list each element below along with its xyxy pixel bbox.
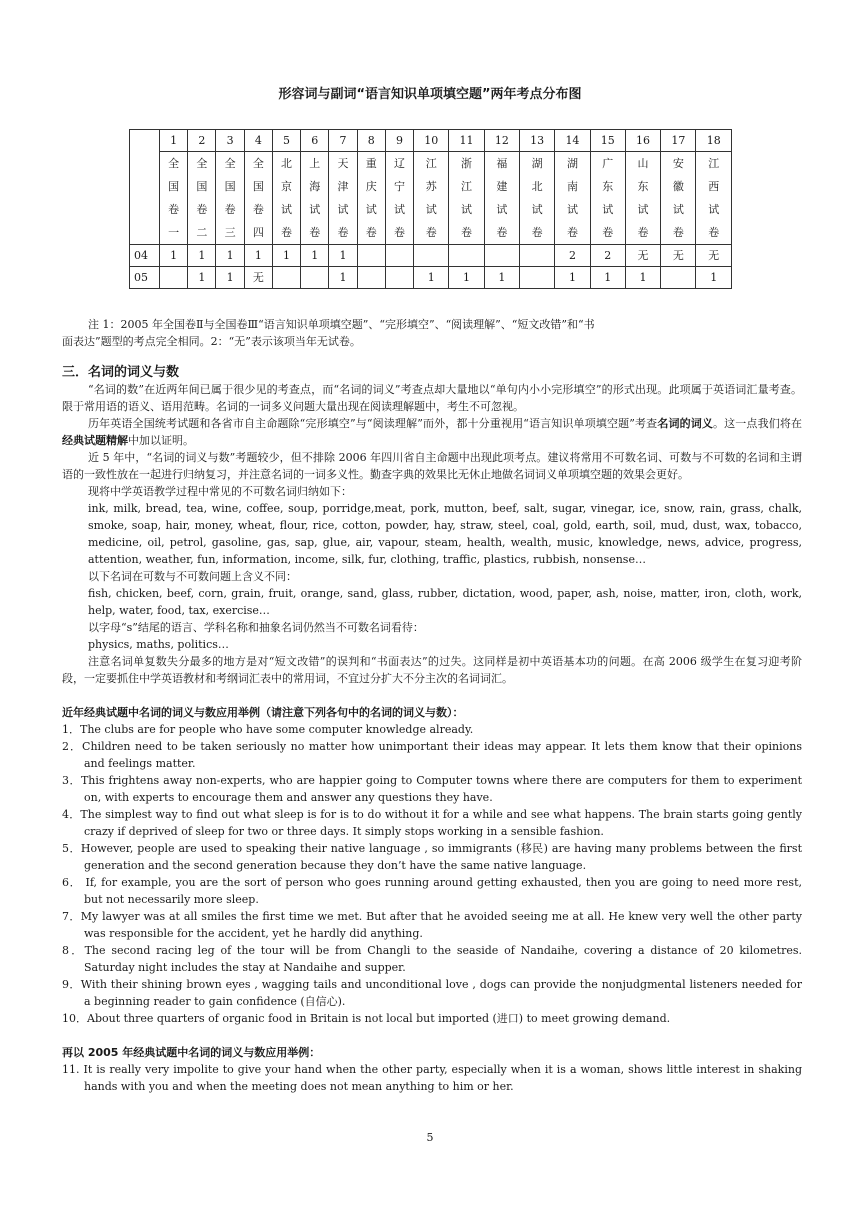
paper-char: 试 [602,203,614,216]
table-data-cell: 1 [625,267,660,289]
paper-char: 试 [425,203,437,216]
table-data-cell: 无 [625,245,660,267]
paper-char: 试 [281,203,293,216]
table-data-cell [449,245,484,267]
paper-char: 安 [672,157,684,170]
paper-char: 卷 [637,226,649,239]
table-paper-cell [301,152,329,245]
paper-char: 二 [196,226,208,239]
table-data-cell: 1 [329,245,357,267]
paper-char: 试 [309,203,321,216]
paper-char: 湖 [566,157,578,170]
paper-char: 试 [531,203,543,216]
paper-char: 辽 [393,157,405,170]
table-data-cell [484,245,519,267]
table-data-cell [520,267,555,289]
table-paper-row [130,152,732,245]
paper-char: 卷 [393,226,405,239]
table-data-cell: 1 [484,267,519,289]
paper-char: 北 [281,157,293,170]
paper-char: 宁 [393,180,405,193]
paper-char: 卷 [281,226,293,239]
paper-char: 建 [496,180,508,193]
paper-char: 天 [337,157,349,170]
paper-char: 卷 [672,226,684,239]
table-number-cell: 4 [244,130,272,152]
example-sentence: 6． If, for example, you are the sort of person who goes running around getting exhausted, then you are going to need more rest, but not necessarily more sleep. [62,876,802,906]
table-data-cell: 无 [696,245,732,267]
paper-char: 试 [708,203,720,216]
table-data-cell [357,245,385,267]
table-data-cell: 1 [449,267,484,289]
paragraph-4: 现将中学英语教学过程中常见的不可数名词归纳如下： [88,485,352,498]
example-sentence: 11. It is really very impolite to give your hand when the other party, especially when it is a woman, shows little interest in shaking hands with you and when the meeting does not mean anything to him or her. [62,1063,802,1093]
paper-char: 南 [566,180,578,193]
table-paper-cell [590,152,625,245]
table-data-cell: 1 [244,245,272,267]
table-data-cell: 无 [661,245,696,267]
paper-char: 徽 [672,180,684,193]
paper-char: 试 [672,203,684,216]
table-data-cell: 2 [590,245,625,267]
table-data-row [130,267,732,289]
paper-char: 津 [337,180,349,193]
paper-char: 国 [196,180,208,193]
paper-char: 江 [425,157,437,170]
example-sentence: 1．The clubs are for people who have some computer knowledge already. [62,723,474,736]
table-number-cell: 17 [661,130,696,152]
paper-char: 苏 [425,180,437,193]
paper-char: 国 [224,180,236,193]
table-number-cell: 6 [301,130,329,152]
table-data-cell: 1 [216,267,244,289]
examples2-heading: 再以 2005 年经典试题中名词的词义与数应用举例： [62,1046,321,1059]
table-number-cell: 16 [625,130,660,152]
subject-noun-list: physics, maths, politics… [88,638,229,651]
page-number: 5 [426,1131,434,1144]
table-number-cell: 1 [160,130,188,152]
paper-char: 试 [365,203,377,216]
table-data-cell: 1 [160,245,188,267]
paper-char: 卷 [309,226,321,239]
paper-char: 全 [168,157,180,170]
table-paper-cell [272,152,300,245]
table-number-cell: 8 [357,130,385,152]
paper-char: 东 [637,180,649,193]
paper-char: 福 [496,157,508,170]
table-number-cell: 13 [520,130,555,152]
paper-char: 三 [224,226,236,239]
table-paper-cell [188,152,216,245]
table-data-cell [301,267,329,289]
table-data-cell [385,267,413,289]
table-data-cell: 1 [301,245,329,267]
table-number-cell: 11 [449,130,484,152]
example-sentence: 3．This frightens away non-experts, who are happier going to Computer towns where there are computers for them to experiment on, with experts to encourage them and answer any questions they have. [62,774,802,804]
paper-char: 卷 [337,226,349,239]
paragraph-6: 以字母“s”结尾的语言、学科名称和抽象名词仍然当不可数名词看待： [88,621,424,634]
paper-char: 海 [309,180,321,193]
table-number-cell: 2 [188,130,216,152]
table-paper-cell [520,152,555,245]
note-line-1: 注 1：2005 年全国卷Ⅱ与全国卷Ⅲ“语言知识单项填空题”、“完形填空”、“阅读理解”、“短文改错”和“书 [88,318,595,331]
bold-phrase-noun-meaning: 名词的词义 [657,417,714,430]
paper-char: 卷 [461,226,473,239]
uncountable-noun-list: ink, milk, bread, tea, wine, coffee, soup, porridge,meat, pork, mutton, beef, salt, sugar, vinegar, ice, snow, rain, grass, chalk, smoke, soap, hair, money, wheat, flour, rice, cotton, powder, hay, straw, steel, coal, gold, earth, soil, mud, dust, wax, tobacco, medicine, oil, petrol, gasoline, gas, sap, glue, air, vapour, steam, health, wealth, music, knowledge, news, advice, progress, attention, weather, fun, information, income, silk, fur, clothing, traffic, plastics, rubbish, nonsense… [88,502,802,566]
example-sentence: 4．The simplest way to find out what sleep is for is to do without it for a while and see what happens. The brain starts going gently crazy if deprived of sleep for two or three days. It simply stops working in a sensible fashion. [62,808,802,838]
table-number-cell: 9 [385,130,413,152]
paper-char: 庆 [365,180,377,193]
table-number-cell: 18 [696,130,732,152]
example-sentence: 10．About three quarters of organic food in Britain is not local but imported (进口) to meet growing demand. [62,1012,671,1025]
table-data-row [130,245,732,267]
table-paper-cell [160,152,188,245]
table-paper-cell [484,152,519,245]
table-number-cell: 14 [555,130,590,152]
table-data-cell: 1 [696,267,732,289]
table-title: 形容词与副词“语言知识单项填空题”两年考点分布图 [278,87,582,102]
paper-char: 京 [281,180,293,193]
table-number-cell: 5 [272,130,300,152]
example-sentence: 8．The second racing leg of the tour will be from Changli to the seaside of Nandaihe, covering a distance of 20 kilometres. Saturday night includes the stay at Nandaihe and supper. [62,944,802,974]
paper-char: 试 [337,203,349,216]
paper-char: 全 [196,157,208,170]
paper-char: 国 [168,180,180,193]
table-paper-cell [244,152,272,245]
paper-char: 试 [637,203,649,216]
table-number-cell: 10 [414,130,449,152]
table-data-cell [414,245,449,267]
paper-char: 山 [637,157,649,170]
paper-char: 江 [461,180,473,193]
example-sentence: 5．However, people are used to speaking their native language , so immigrants (移民) are having many problems between the first generation and the second generation because they don’t have the same native language. [62,842,802,872]
paper-char: 卷 [566,226,578,239]
paper-char: 试 [461,203,473,216]
table-paper-cell [329,152,357,245]
paper-char: 卷 [365,226,377,239]
paper-char: 重 [365,157,377,170]
example-sentence: 9．With their shining brown eyes , wagging tails and unconditional love , dogs can provide the nonjudgmental listeners needed for a beginning reader to gain confidence (自信心). [62,978,802,1008]
paper-char: 卷 [602,226,614,239]
paragraph-3: 近 5 年中，“名词的词义与数”考题较少，但不排除 2006 年四川省自主命题中出现此项考点。建议将常用不可数名词、可数与不可数的名词和主谓语的一致性放在一起进行归纳复习，并注意名词的一词多义性。勤查字典的效果比无休止地做名词词义单项填空题的效果会更好。 [62,451,802,481]
table-data-cell: 1 [590,267,625,289]
table-data-cell: 1 [216,245,244,267]
paper-char: 广 [602,157,614,170]
example-sentence: 7．My lawyer was at all smiles the first time we met. But after that he avoided seeing me at all. He knew very well the other party was responsible for the accident, yet he hardly did anything. [62,910,802,940]
table-paper-cell [696,152,732,245]
paper-char: 卷 [196,203,208,216]
section-title: 三．名词的词义与数 [62,365,180,380]
table-data-cell: 无 [244,267,272,289]
table-paper-cell [414,152,449,245]
table-data-cell: 1 [188,245,216,267]
paper-char: 一 [168,226,180,239]
table-data-cell: 1 [414,267,449,289]
table-data-cell [385,245,413,267]
section-body [62,381,802,1095]
paper-char: 全 [224,157,236,170]
paper-char: 西 [708,180,720,193]
paper-char: 试 [393,203,405,216]
paper-char: 卷 [224,203,236,216]
paper-char: 北 [531,180,543,193]
examples-heading: 近年经典试题中名词的词义与数应用举例（请注意下列各句中的名词的词义与数）： [62,706,464,719]
table-number-cell: 7 [329,130,357,152]
table-number-cell: 3 [216,130,244,152]
table-data-cell [160,267,188,289]
table-paper-cell [385,152,413,245]
paper-char: 全 [252,157,264,170]
table-data-cell: 2 [555,245,590,267]
paper-char: 卷 [425,226,437,239]
table-note [62,316,802,350]
paper-char: 卷 [168,203,180,216]
paragraph-7: 注意名词单复数失分最多的地方是对“短文改错”的误判和“书面表达”的过失。这同样是初中英语基本功的问题。在高 2006 级学生在复习迎考阶段，一定要抓住中学英语教材和考纲词汇表中的常用词，不宜过分扩大不分主次的名词词汇。 [62,655,802,685]
paper-char: 卷 [252,203,264,216]
paragraph-2: 历年英语全国统考试题和各省市自主命题除“完形填空”与“阅读理解”而外，都十分重视用“语言知识单项填空题”考查名词的词义。这一点我们将在经典试题精解中加以证明。 [62,417,802,447]
paper-char: 湖 [531,157,543,170]
paper-char: 江 [708,157,720,170]
examples2-list [62,1061,802,1095]
paper-char: 试 [566,203,578,216]
table-paper-cell [555,152,590,245]
table-paper-cell [449,152,484,245]
paper-char: 国 [252,180,264,193]
table-data-cell: 1 [555,267,590,289]
paper-char: 浙 [461,157,473,170]
paper-char: 东 [602,180,614,193]
table-data-cell: 1 [272,245,300,267]
table-data-cell [272,267,300,289]
table-row-label: 05 [130,267,160,289]
table-corner-cell [130,130,160,245]
table-paper-cell [357,152,385,245]
bold-phrase-classic-analysis: 经典试题精解 [62,434,128,447]
table-data-cell: 1 [188,267,216,289]
paper-char: 上 [309,157,321,170]
distribution-table [129,129,732,289]
table-paper-cell [216,152,244,245]
table-paper-cell [661,152,696,245]
table-paper-cell [625,152,660,245]
paper-char: 卷 [496,226,508,239]
paper-char: 试 [496,203,508,216]
paper-char: 卷 [531,226,543,239]
table-number-cell: 15 [590,130,625,152]
paper-char: 四 [252,226,264,239]
paper-char: 卷 [708,226,720,239]
table-data-cell [661,267,696,289]
table-row-label: 04 [130,245,160,267]
table-number-cell: 12 [484,130,519,152]
table-data-cell [357,267,385,289]
example-sentence: 2．Children need to be taken seriously no matter how unimportant their ideas may appear. It lets them know that their opinions and feelings matter. [62,740,802,770]
dual-meaning-noun-list: fish, chicken, beef, corn, grain, fruit, orange, sand, glass, rubber, dictation, wood, paper, ash, noise, matter, iron, cloth, work, help, water, food, tax, exercise… [88,587,802,617]
paragraph-5: 以下名词在可数与不可数问题上含义不同： [88,570,297,583]
note-line-2: 面表达”题型的考点完全相同。2：“无”表示该项当年无试卷。 [62,335,361,348]
examples-list [62,721,802,1027]
table-header-row [130,130,732,152]
table-data-cell: 1 [329,267,357,289]
paragraph-1: “名词的数”在近两年间已属于很少见的考查点，而“名词的词义”考查点却大量地以“单句内小小完形填空”的形式出现。此项属于英语词汇量考查。限于常用语的语义、语用范畴。名词的一词多义问题大量出现在阅读理解题中，考生不可忽视。 [62,383,802,413]
table-data-cell [520,245,555,267]
